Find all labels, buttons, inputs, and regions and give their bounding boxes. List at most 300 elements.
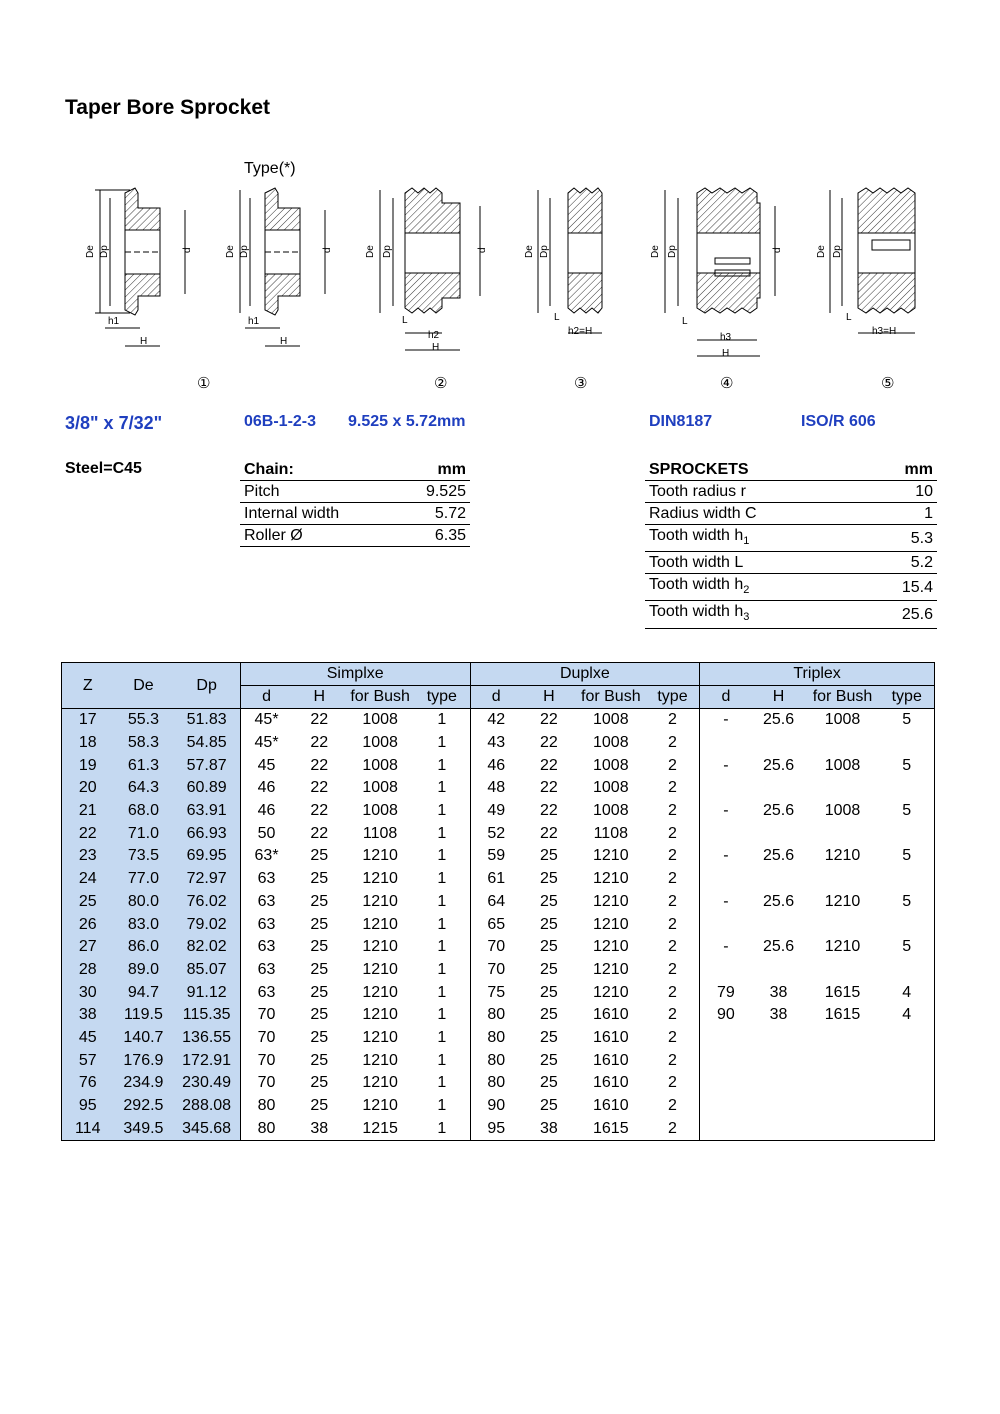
table-cell xyxy=(879,1072,934,1095)
table-row xyxy=(62,754,935,777)
table-cell: 23 xyxy=(62,845,114,868)
table-cell: 2 xyxy=(668,960,677,978)
dim-label: De xyxy=(85,245,96,258)
table-cell xyxy=(879,777,934,800)
sprockets-unit: mm xyxy=(863,459,937,481)
chain-title: Chain: xyxy=(240,459,397,481)
table-cell: 1108 xyxy=(593,824,628,842)
table-cell: 1210 xyxy=(362,983,398,1001)
table-cell: 2 xyxy=(668,824,677,842)
sprockets-spec-table xyxy=(645,459,937,629)
table-cell: 1210 xyxy=(362,938,398,956)
table-cell: 90 xyxy=(700,1004,752,1027)
dim-label: L xyxy=(402,315,408,326)
table-row xyxy=(62,845,935,868)
table-cell: 1210 xyxy=(362,1006,398,1024)
table-cell: 25 xyxy=(62,891,114,914)
dim-label: h3 xyxy=(720,332,732,343)
table-cell: 24 xyxy=(62,868,114,891)
table-cell xyxy=(806,1072,880,1095)
dim-label: L xyxy=(846,312,852,323)
table-cell: 57.87 xyxy=(173,754,240,777)
table-row xyxy=(62,709,935,732)
table-cell: 77.0 xyxy=(113,868,173,891)
table-cell: 25 xyxy=(310,870,329,888)
table-cell: 1210 xyxy=(362,1051,398,1069)
sprocket-row-label: Radius width C xyxy=(645,503,863,525)
table-cell: 61 xyxy=(470,868,522,891)
table-cell: 1210 xyxy=(593,870,629,888)
table-cell: 1210 xyxy=(362,1097,398,1115)
table-cell: 1210 xyxy=(824,892,861,910)
type-label: Type(*) xyxy=(244,160,296,177)
table-cell: 1008 xyxy=(593,734,629,752)
sprocket-row-label: Tooth width L xyxy=(645,552,863,574)
table-cell xyxy=(752,913,806,936)
type-marker: ③ xyxy=(574,374,588,392)
sprocket-row xyxy=(645,525,937,552)
table-row xyxy=(62,732,935,755)
table-cell: 1210 xyxy=(593,847,629,865)
table-cell xyxy=(700,1027,752,1050)
table-cell: 70 xyxy=(240,1004,292,1027)
table-cell: 85.07 xyxy=(173,959,240,982)
table-cell: 25 xyxy=(310,915,329,933)
table-cell: 22 xyxy=(539,824,558,842)
sprocket-row-value: 10 xyxy=(863,481,937,503)
table-cell: 1008 xyxy=(593,802,629,820)
table-cell: 80 xyxy=(240,1117,292,1140)
table-cell: 22 xyxy=(310,824,329,842)
table-cell: 1615 xyxy=(593,1119,629,1137)
group-header-triplex: Triplex xyxy=(700,663,935,686)
table-cell: 25 xyxy=(310,847,329,865)
sub-header: d xyxy=(470,686,522,709)
table-cell xyxy=(752,732,806,755)
table-cell: 1 xyxy=(437,824,447,842)
type-marker: ④ xyxy=(720,374,734,392)
table-row xyxy=(62,913,935,936)
dim-label: H xyxy=(722,348,730,359)
chain-row-label: Roller Ø xyxy=(240,525,397,547)
table-row xyxy=(62,1049,935,1072)
table-cell xyxy=(879,959,934,982)
dim-label: h3=H xyxy=(872,326,897,337)
type-marker: ⑤ xyxy=(881,374,895,392)
table-cell: 1210 xyxy=(593,960,629,978)
table-cell: 22 xyxy=(539,802,558,820)
table-cell xyxy=(700,913,752,936)
table-cell: 71.0 xyxy=(113,822,173,845)
table-cell: 86.0 xyxy=(113,936,173,959)
group-header-duplex: Duplxe xyxy=(470,663,700,686)
table-cell: 20 xyxy=(62,777,114,800)
table-cell xyxy=(752,959,806,982)
chain-row-value: 9.525 xyxy=(397,481,470,503)
table-cell: 95 xyxy=(470,1117,522,1140)
table-cell: 1108 xyxy=(362,824,398,842)
table-cell: 19 xyxy=(62,754,114,777)
table-cell: 1210 xyxy=(593,983,629,1001)
table-cell: 25.6 xyxy=(762,938,795,956)
table-cell: 18 xyxy=(62,732,114,755)
dim-label: d xyxy=(477,247,488,253)
sprocket-row xyxy=(645,601,937,628)
din-standard: DIN8187 xyxy=(649,413,713,430)
table-cell xyxy=(879,1095,934,1118)
table-cell: 25.6 xyxy=(762,892,795,910)
dim-label: De xyxy=(365,245,376,258)
table-cell: 1610 xyxy=(593,1097,629,1115)
sub-header: H xyxy=(292,686,346,709)
table-cell: 1 xyxy=(437,892,447,910)
table-cell: 51.83 xyxy=(173,709,240,732)
table-cell: 2 xyxy=(668,802,677,820)
table-cell: 1210 xyxy=(824,847,861,865)
table-cell: 22 xyxy=(310,734,329,752)
table-cell: 1008 xyxy=(806,709,880,732)
table-cell: 70 xyxy=(470,959,522,982)
table-cell: 1210 xyxy=(593,892,629,910)
table-cell: 1 xyxy=(437,1097,447,1115)
table-cell: 70 xyxy=(240,1072,292,1095)
table-cell xyxy=(752,1049,806,1072)
table-cell: 22 xyxy=(539,779,558,797)
table-cell: 5 xyxy=(902,892,912,910)
table-cell: 2 xyxy=(668,847,677,865)
table-cell: 76.02 xyxy=(173,891,240,914)
table-row xyxy=(62,1027,935,1050)
table-cell: 76 xyxy=(62,1072,114,1095)
table-cell: 45 xyxy=(62,1027,114,1050)
table-cell: 38 xyxy=(310,1119,329,1137)
table-cell: 46 xyxy=(240,800,292,823)
table-cell: 80 xyxy=(470,1004,522,1027)
table-cell: 48 xyxy=(470,777,522,800)
dimensions-table xyxy=(61,662,935,1141)
table-cell: 22 xyxy=(310,756,329,774)
chain-row xyxy=(240,525,470,547)
table-row xyxy=(62,1117,935,1140)
table-cell: 30 xyxy=(62,981,114,1004)
dim-label: H xyxy=(140,336,148,347)
table-cell xyxy=(700,777,752,800)
table-cell xyxy=(806,959,880,982)
table-cell xyxy=(700,959,752,982)
sprocket-row-label: Tooth width $h_3$ xyxy=(645,601,863,628)
table-cell: 1 xyxy=(437,802,447,820)
table-cell: 4 xyxy=(902,1006,912,1024)
table-cell: 79 xyxy=(700,981,752,1004)
dim-label: h1 xyxy=(108,316,120,327)
steel-grade: Steel=C45 xyxy=(65,460,142,477)
sprocket-row-value: 1 xyxy=(863,503,937,525)
table-cell: 25 xyxy=(539,1051,558,1069)
table-cell xyxy=(700,1072,752,1095)
table-cell: 1 xyxy=(437,1119,447,1137)
table-cell: 91.12 xyxy=(173,981,240,1004)
table-cell: 63 xyxy=(240,981,292,1004)
table-cell: 45* xyxy=(240,709,292,732)
table-cell: 2 xyxy=(668,779,677,797)
table-cell: 25 xyxy=(310,1006,329,1024)
sub-header: d xyxy=(240,686,292,709)
table-cell: 80.0 xyxy=(113,891,173,914)
dim-label: L xyxy=(554,312,560,323)
table-cell: 25 xyxy=(310,1028,329,1046)
table-cell: 25 xyxy=(310,1051,329,1069)
sprockets-title: SPROCKETS xyxy=(645,459,863,481)
table-cell: 25 xyxy=(310,892,329,910)
dim-label: h2 xyxy=(428,330,440,341)
table-cell: 83.0 xyxy=(113,913,173,936)
table-row xyxy=(62,1072,935,1095)
table-cell: 176.9 xyxy=(113,1049,173,1072)
table-row xyxy=(62,891,935,914)
sprocket-type-5-drawing xyxy=(830,188,915,333)
table-row xyxy=(62,959,935,982)
table-cell: 63 xyxy=(240,891,292,914)
sub-header: type xyxy=(646,686,700,709)
table-cell: 49 xyxy=(470,800,522,823)
table-row xyxy=(62,1095,935,1118)
col-header-dp: Dp xyxy=(173,663,240,709)
table-cell: 46 xyxy=(240,777,292,800)
table-cell xyxy=(806,913,880,936)
table-cell: 1008 xyxy=(824,802,861,820)
table-cell: 25 xyxy=(310,960,329,978)
sprocket-row-value: 5.2 xyxy=(863,552,937,574)
table-cell: 70 xyxy=(240,1049,292,1072)
table-cell: 25 xyxy=(539,847,558,865)
table-cell xyxy=(879,1027,934,1050)
table-cell: 28 xyxy=(62,959,114,982)
table-cell: 1610 xyxy=(593,1074,629,1092)
table-cell: 25 xyxy=(310,983,329,1001)
table-row xyxy=(62,868,935,891)
table-row xyxy=(62,981,935,1004)
dim-label: Dp xyxy=(832,245,843,258)
table-cell: 1 xyxy=(437,756,447,774)
table-cell: 115.35 xyxy=(173,1004,240,1027)
table-cell: 1008 xyxy=(824,756,861,774)
table-cell: 25 xyxy=(539,1006,558,1024)
table-cell: 69.95 xyxy=(173,845,240,868)
table-cell: 172.91 xyxy=(173,1049,240,1072)
table-cell: 64.3 xyxy=(113,777,173,800)
table-cell: 54.85 xyxy=(173,732,240,755)
table-cell: 61.3 xyxy=(113,754,173,777)
table-cell: 63 xyxy=(240,936,292,959)
table-cell: - xyxy=(700,845,752,868)
table-cell: 68.0 xyxy=(113,800,173,823)
type-marker: ② xyxy=(434,374,448,392)
table-cell: 26 xyxy=(62,913,114,936)
table-cell: 22 xyxy=(539,756,558,774)
type-marker: ① xyxy=(197,374,211,392)
table-cell xyxy=(700,868,752,891)
sprocket-row-value: 15.4 xyxy=(863,574,937,601)
dim-label: Dp xyxy=(382,245,393,258)
table-cell: 95 xyxy=(62,1095,114,1118)
sprocket-row-value: 5.3 xyxy=(863,525,937,552)
table-cell: 1215 xyxy=(362,1119,398,1137)
table-cell xyxy=(879,1049,934,1072)
sprocket-row-label: Tooth radius r xyxy=(645,481,863,503)
table-cell: 1008 xyxy=(362,802,398,820)
group-header-simplex: Simplxe xyxy=(240,663,470,686)
table-cell xyxy=(700,822,752,845)
table-cell xyxy=(752,777,806,800)
table-cell: 63 xyxy=(240,913,292,936)
sprocket-type-3-drawing xyxy=(538,188,602,333)
sprocket-row xyxy=(645,574,937,601)
table-cell: 25.6 xyxy=(762,847,795,865)
table-cell xyxy=(806,1095,880,1118)
chain-row-value: 5.72 xyxy=(397,503,470,525)
chain-row xyxy=(240,503,470,525)
table-cell: - xyxy=(700,709,752,732)
sub-header: H xyxy=(752,686,806,709)
table-cell: - xyxy=(700,936,752,959)
table-cell: 63.91 xyxy=(173,800,240,823)
table-cell: 1008 xyxy=(576,709,646,732)
table-cell: 25.6 xyxy=(762,802,795,820)
table-cell xyxy=(806,777,880,800)
table-cell: 75 xyxy=(470,981,522,1004)
sprocket-row xyxy=(645,503,937,525)
table-cell xyxy=(879,1117,934,1140)
dim-label: d xyxy=(772,247,783,253)
table-cell xyxy=(879,822,934,845)
table-cell: 2 xyxy=(668,870,677,888)
table-cell: 80 xyxy=(240,1095,292,1118)
table-cell: 55.3 xyxy=(113,709,173,732)
table-cell: 1210 xyxy=(362,1028,398,1046)
table-row xyxy=(62,1004,935,1027)
table-cell xyxy=(806,732,880,755)
dim-label: d xyxy=(182,247,193,253)
table-cell: 1008 xyxy=(593,756,629,774)
sprocket-row-label: Tooth width $h_1$ xyxy=(645,525,863,552)
dim-label: h2=H xyxy=(568,326,593,337)
col-header-de: De xyxy=(113,663,173,709)
table-row xyxy=(62,936,935,959)
table-cell: 1 xyxy=(437,1051,447,1069)
table-cell xyxy=(879,913,934,936)
col-header-z: Z xyxy=(62,663,114,709)
table-cell: 70 xyxy=(470,936,522,959)
table-cell: - xyxy=(700,754,752,777)
table-cell: 2 xyxy=(668,938,677,956)
table-cell: 1008 xyxy=(346,709,414,732)
table-cell: 1210 xyxy=(362,1074,398,1092)
table-cell: 1 xyxy=(437,915,447,933)
table-cell: 25.6 xyxy=(752,709,806,732)
table-cell: 114 xyxy=(62,1117,114,1140)
table-cell: 2 xyxy=(668,1097,677,1115)
dim-label: De xyxy=(225,245,236,258)
table-cell: 46 xyxy=(470,754,522,777)
pitch-inch: 3/8" x 7/32" xyxy=(65,413,163,433)
dim-label: H xyxy=(280,336,288,347)
table-cell: 1210 xyxy=(362,892,398,910)
table-cell: 63 xyxy=(240,868,292,891)
table-cell: 140.7 xyxy=(113,1027,173,1050)
table-cell: 234.9 xyxy=(113,1072,173,1095)
table-cell: 345.68 xyxy=(173,1117,240,1140)
table-cell: 1 xyxy=(437,734,447,752)
table-cell: 25 xyxy=(539,960,558,978)
dim-label: De xyxy=(650,245,661,258)
chain-code: 06B-1-2-3 xyxy=(244,413,317,430)
table-cell: 52 xyxy=(470,822,522,845)
sprocket-row-value: 25.6 xyxy=(863,601,937,628)
table-cell: 2 xyxy=(668,1028,677,1046)
table-row xyxy=(62,822,935,845)
table-cell: 2 xyxy=(668,1051,677,1069)
sub-header: for Bush xyxy=(346,686,414,709)
table-cell: 22 xyxy=(292,709,346,732)
table-cell: 89.0 xyxy=(113,959,173,982)
sub-header: H xyxy=(522,686,576,709)
table-cell xyxy=(806,868,880,891)
table-cell xyxy=(879,868,934,891)
table-cell xyxy=(806,1049,880,1072)
table-cell: 1615 xyxy=(824,983,861,1001)
table-cell xyxy=(700,1049,752,1072)
table-cell: 80 xyxy=(470,1027,522,1050)
table-cell: 65 xyxy=(470,913,522,936)
table-cell: 1 xyxy=(437,1006,447,1024)
table-cell: 25 xyxy=(539,892,558,910)
table-cell: 25 xyxy=(310,938,329,956)
sprocket-row-label: Tooth width $h_2$ xyxy=(645,574,863,601)
table-cell: 17 xyxy=(62,709,114,732)
table-cell: 136.55 xyxy=(173,1027,240,1050)
table-cell: 70 xyxy=(240,1027,292,1050)
table-cell: 63 xyxy=(240,959,292,982)
table-cell: 1610 xyxy=(593,1051,629,1069)
table-cell: 1 xyxy=(437,779,447,797)
table-cell xyxy=(806,1117,880,1140)
sprocket-type-2-drawing xyxy=(380,188,480,350)
table-cell: 73.5 xyxy=(113,845,173,868)
table-cell: 1210 xyxy=(593,915,629,933)
table-cell: 1 xyxy=(414,709,470,732)
table-cell: 1210 xyxy=(362,847,398,865)
table-cell: 2 xyxy=(668,1006,677,1024)
table-cell: 1008 xyxy=(593,779,629,797)
table-cell xyxy=(879,732,934,755)
table-cell: 38 xyxy=(769,983,788,1001)
table-cell: 2 xyxy=(668,915,677,933)
table-cell xyxy=(700,732,752,755)
table-cell: 1 xyxy=(437,938,447,956)
sprocket-row xyxy=(645,552,937,574)
table-cell: 1210 xyxy=(362,960,398,978)
sprocket-type-4-drawing xyxy=(665,188,775,356)
table-cell xyxy=(752,868,806,891)
table-cell: - xyxy=(700,891,752,914)
table-cell: 349.5 xyxy=(113,1117,173,1140)
table-cell: 2 xyxy=(668,983,677,1001)
table-cell: 66.93 xyxy=(173,822,240,845)
table-cell: 2 xyxy=(646,709,700,732)
table-cell: 25 xyxy=(539,983,558,1001)
sub-header: d xyxy=(700,686,752,709)
table-cell: 58.3 xyxy=(113,732,173,755)
